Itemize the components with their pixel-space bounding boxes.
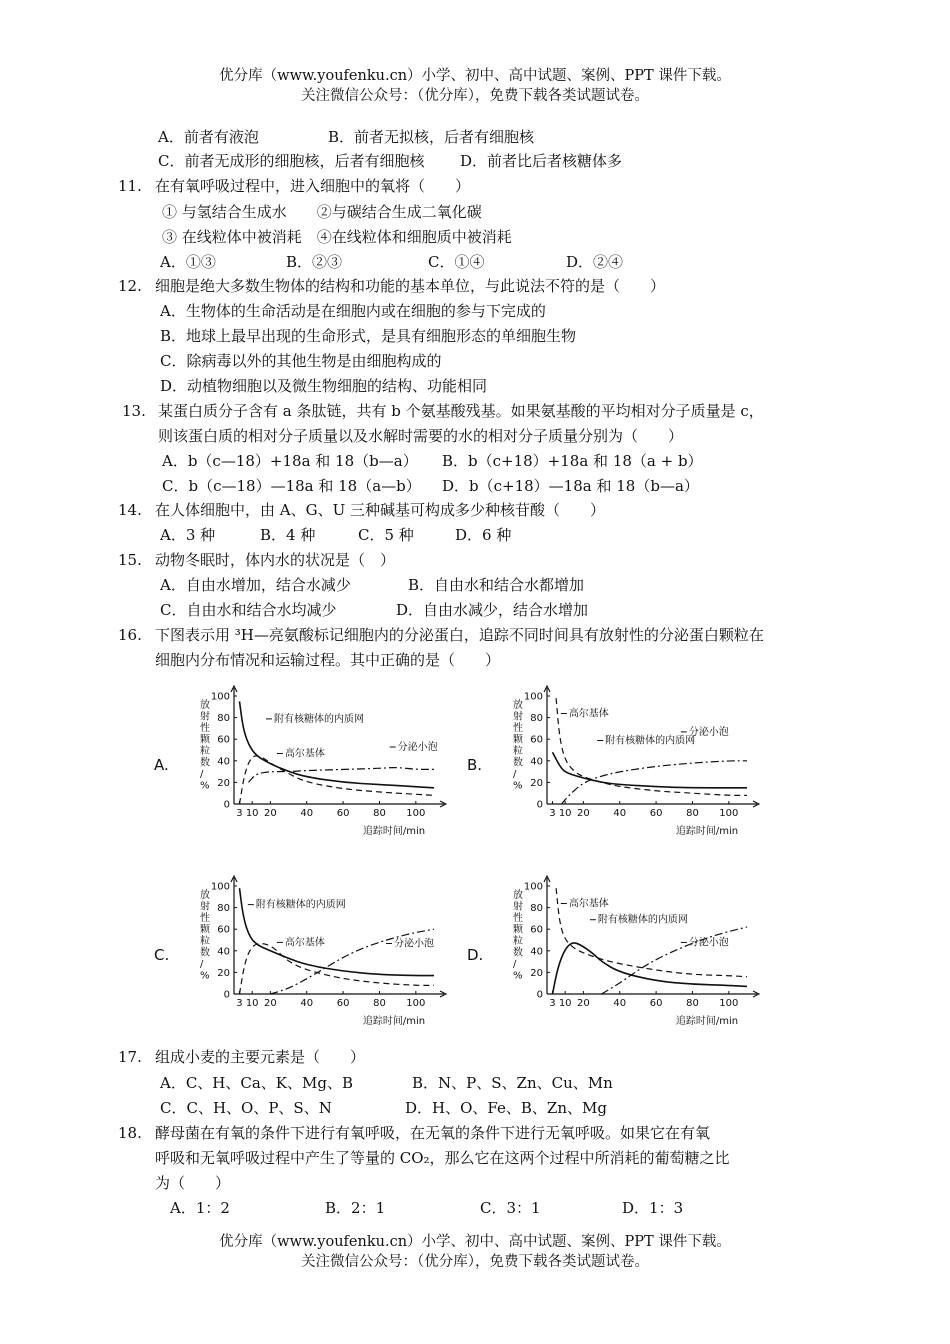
q15-stem: 动物冬眠时，体内水的状况是（ ）: [155, 551, 396, 569]
y-tick-label: 40: [530, 756, 543, 768]
x-tick-label: 20: [263, 998, 277, 1009]
series-label: 附有核糖体的内质网: [605, 735, 696, 747]
q18-option-b: B．2：1: [325, 1199, 386, 1217]
q12-option-a: A．生物体的生命活动是在细胞内或在细胞的参与下完成的: [160, 302, 546, 320]
x-tick-label: 10: [558, 808, 572, 819]
q12-stem: 细胞是绝大多数生物体的结构和功能的基本单位，与此说法不符的是（ ）: [155, 277, 666, 295]
y-tick-label: 80: [217, 903, 230, 915]
q11-statement-1: ① 与氢结合生成水 ②与碳结合生成二氧化碳: [162, 203, 482, 221]
x-tick-label: 40: [300, 998, 314, 1009]
y-tick-label: 0: [536, 989, 543, 1001]
y-axis-label: 放射性颗粒数/ %: [200, 890, 210, 982]
q17-number: 17.: [118, 1048, 142, 1066]
series-label: 附有核糖体的内质网: [274, 713, 364, 725]
x-tick-label: 100: [719, 808, 739, 819]
q18-number: 18.: [118, 1124, 142, 1142]
x-tick-label: 10: [245, 808, 259, 819]
y-tick-label: 60: [530, 924, 543, 936]
q17-option-c: C．C、H、O、P、S、N: [160, 1099, 332, 1117]
x-tick-label: 10: [245, 998, 259, 1009]
chart-panel-b: [465, 682, 765, 840]
q10-option-b: B．前者无拟核，后者有细胞核: [328, 128, 535, 146]
series-label: 分泌小泡: [397, 742, 438, 753]
q18-stem-line-2: 呼吸和无氧呼吸过程中产生了等量的 CO₂，那么它在这两个过程中所消耗的葡萄糖之比: [155, 1149, 730, 1167]
q13-option-a: A．b（c—18）+18a 和 18（b—a）: [162, 452, 418, 470]
x-tick-label: 40: [613, 808, 627, 819]
series-label: 分泌小泡: [688, 937, 729, 949]
series-label: 分泌小泡: [688, 726, 729, 738]
y-tick-label: 100: [523, 691, 543, 703]
x-tick-label: 3: [236, 808, 243, 819]
y-tick-label: 20: [530, 967, 543, 979]
q18-option-a: A．1：2: [170, 1199, 230, 1217]
q12-option-c: C．除病毒以外的其他生物是由细胞构成的: [160, 352, 442, 370]
q15-number: 15.: [118, 551, 142, 569]
q11-option-c: C．①④: [428, 253, 485, 271]
y-tick-label: 60: [217, 734, 230, 746]
x-tick-label: 100: [719, 998, 739, 1009]
x-tick-label: 60: [649, 998, 663, 1009]
q17-stem: 组成小麦的主要元素是（ ）: [155, 1048, 366, 1066]
q14-number: 14.: [118, 501, 142, 519]
x-tick-label: 3: [236, 998, 243, 1009]
series-line: [562, 761, 748, 804]
q16-stem-line-1: 下图表示用 ³H—亮氨酸标记细胞内的分泌蛋白，追踪不同时间具有放射性的分泌蛋白颗粒在: [155, 626, 764, 644]
q11-statement-2: ③ 在线粒体中被消耗 ④在线粒体和细胞质中被消耗: [162, 228, 512, 246]
q10-option-c: C．前者无成形的细胞核，后者有细胞核: [158, 152, 425, 170]
y-tick-label: 0: [223, 989, 230, 1001]
chart-panel-a: [152, 682, 452, 840]
q15-option-a: A．自由水增加，结合水减少: [160, 576, 351, 594]
q11-option-a: A．①③: [160, 253, 216, 271]
series-label: 附有核糖体的内质网: [597, 914, 688, 926]
q15-option-b: B．自由水和结合水都增加: [408, 576, 585, 594]
q12-option-b: B．地球上最早出现的生命形式，是具有细胞形态的单细胞生物: [160, 327, 577, 345]
q18-option-c: C．3：1: [480, 1199, 541, 1217]
q14-option-b: B．4 种: [260, 526, 316, 544]
q18-stem-line-1: 酵母菌在有氧的条件下进行有氧呼吸，在无氧的条件下进行无氧呼吸。如果它在有氧: [155, 1124, 711, 1142]
y-tick-label: 0: [223, 799, 230, 811]
q16-number: 16.: [118, 626, 142, 644]
series-label: 高尔基体: [284, 748, 325, 760]
y-axis-label: 放射性颗粒数/ %: [200, 700, 210, 792]
x-tick-label: 80: [373, 808, 386, 819]
x-tick-label: 80: [373, 998, 386, 1009]
series-label: 高尔基体: [568, 708, 609, 720]
y-tick-label: 20: [530, 777, 543, 789]
x-tick-label: 3: [549, 808, 556, 819]
chart-panel-d: [465, 872, 765, 1030]
y-tick-label: 100: [210, 881, 230, 893]
footer-line-2: 关注微信公众号：（优分库），免费下载各类试题试卷。: [301, 1254, 649, 1270]
series-label: 分泌小泡: [394, 938, 434, 950]
x-tick-label: 20: [576, 808, 590, 819]
x-tick-label: 60: [336, 808, 350, 819]
x-tick-label: 100: [406, 808, 426, 819]
header-line-2: 关注微信公众号：（优分库），免费下载各类试题试卷。: [301, 88, 649, 104]
q14-option-c: C．5 种: [358, 526, 414, 544]
series-line: [240, 944, 435, 994]
y-tick-label: 40: [217, 756, 230, 768]
q11-stem: 在有氧呼吸过程中，进入细胞中的氧将（ ）: [155, 177, 471, 195]
y-tick-label: 100: [210, 691, 230, 703]
q10-option-d: D．前者比后者核糖体多: [460, 152, 623, 170]
x-tick-label: 10: [558, 998, 572, 1009]
q11-number: 11.: [118, 177, 142, 195]
x-axis-label: 追踪时间/min: [362, 1016, 426, 1027]
x-tick-label: 100: [406, 998, 426, 1009]
y-tick-label: 0: [536, 799, 543, 811]
x-tick-label: 60: [336, 998, 350, 1009]
q13-stem-line-1: 某蛋白质分子含有 a 条肽链，共有 b 个氨基酸残基。如果氨基酸的平均相对分子质量是 c，: [158, 402, 764, 420]
series-line: [249, 768, 435, 783]
q12-number: 12.: [118, 277, 142, 295]
y-tick-label: 80: [530, 903, 543, 915]
y-axis-label: 放射性颗粒数/ %: [513, 700, 523, 792]
x-tick-label: 60: [649, 808, 663, 819]
series-line: [553, 752, 748, 788]
header-line-1: 优分库（www.youfenku.cn）小学、初中、高中试题、案例、PPT 课件下载。: [219, 68, 731, 84]
y-tick-label: 20: [217, 777, 230, 789]
x-axis-label: 追踪时间/min: [362, 826, 426, 837]
y-tick-label: 60: [217, 924, 230, 936]
q17-option-b: B．N、P、S、Zn、Cu、Mn: [412, 1074, 613, 1092]
q13-stem-line-2: 则该蛋白质的相对分子质量以及水解时需要的水的相对分子质量分别为（ ）: [158, 427, 684, 445]
footer-line-1: 优分库（www.youfenku.cn）小学、初中、高中试题、案例、PPT 课件下载。: [219, 1234, 731, 1250]
y-tick-label: 40: [530, 946, 543, 958]
series-label: 高尔基体: [284, 937, 325, 949]
x-tick-label: 20: [263, 808, 277, 819]
q10-option-a: A．前者有液泡: [158, 128, 259, 146]
q18-option-d: D．1：3: [622, 1199, 684, 1217]
y-tick-label: 40: [217, 946, 230, 958]
q13-option-c: C．b（c—18）—18a 和 18（a—b）: [162, 477, 421, 495]
q17-option-a: A．C、H、Ca、K、Mg、B: [160, 1074, 354, 1092]
chart-panel-label: C.: [154, 946, 170, 964]
x-tick-label: 80: [686, 998, 699, 1009]
x-tick-label: 40: [300, 808, 314, 819]
q15-option-d: D．自由水减少，结合水增加: [396, 601, 589, 619]
q12-option-d: D．动植物细胞以及微生物细胞的结构、功能相同: [160, 377, 488, 395]
y-tick-label: 20: [217, 967, 230, 979]
series-label: 高尔基体: [568, 898, 609, 910]
q14-stem: 在人体细胞中，由 A、G、U 三种碱基可构成多少种核苷酸（ ）: [155, 501, 605, 519]
x-tick-label: 40: [613, 998, 627, 1009]
q17-option-d: D．H、O、Fe、B、Zn、Mg: [405, 1099, 607, 1117]
chart-panel-label: B.: [467, 756, 483, 774]
x-axis-label: 追踪时间/min: [675, 1016, 739, 1027]
y-tick-label: 80: [530, 713, 543, 725]
q14-option-a: A．3 种: [160, 526, 216, 544]
q11-option-b: B．②③: [286, 253, 343, 271]
x-tick-label: 20: [576, 998, 590, 1009]
q18-stem-line-3: 为（ ）: [155, 1174, 231, 1192]
series-label: 附有核糖体的内质网: [255, 899, 346, 911]
x-tick-label: 3: [549, 998, 556, 1009]
q13-option-b: B．b（c+18）+18a 和 18（a + b）: [442, 452, 703, 470]
y-axis-label: 放射性颗粒数/ %: [513, 890, 523, 982]
chart-panel-label: D.: [467, 946, 484, 964]
y-tick-label: 80: [217, 713, 230, 725]
chart-panel-label: A.: [154, 756, 169, 774]
q16-stem-line-2: 细胞内分布情况和运输过程。其中正确的是（ ）: [155, 651, 501, 669]
q15-option-c: C．自由水和结合水均减少: [160, 601, 337, 619]
x-tick-label: 80: [686, 808, 699, 819]
x-axis-label: 追踪时间/min: [675, 826, 739, 837]
q11-option-d: D．②④: [566, 253, 624, 271]
y-tick-label: 100: [523, 881, 543, 893]
q14-option-d: D．6 种: [455, 526, 512, 544]
q13-option-d: D．b（c+18）—18a 和 18（b—a）: [442, 477, 699, 495]
q13-number: 13.: [122, 402, 146, 420]
y-tick-label: 60: [530, 734, 543, 746]
chart-panel-c: [152, 872, 452, 1030]
